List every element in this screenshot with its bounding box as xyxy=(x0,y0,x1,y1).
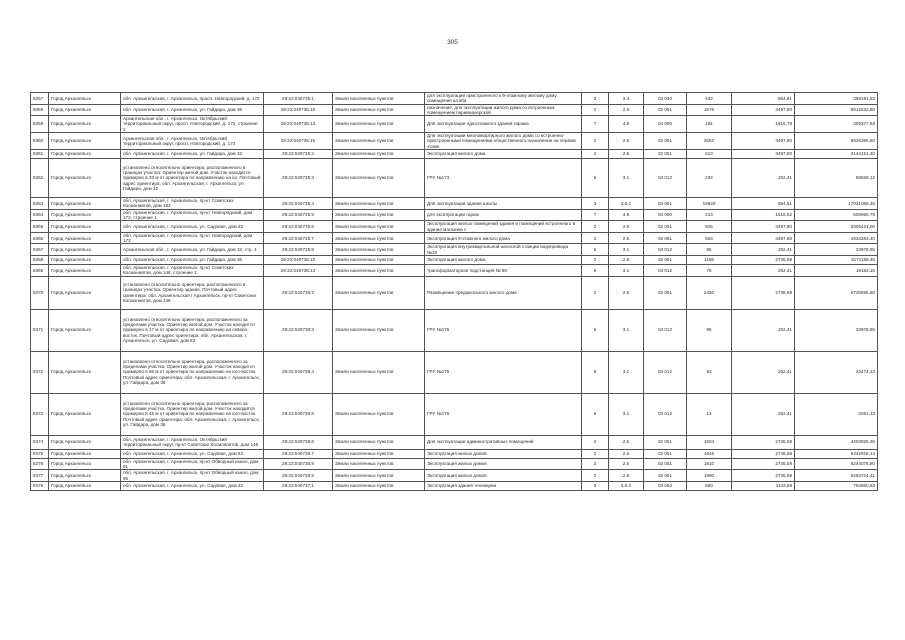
zone-cell: 2.5 xyxy=(609,256,644,265)
specific-value-cell: 3497,80 xyxy=(732,104,795,116)
cadastral-value-cell: 3305421,00 xyxy=(795,221,878,233)
row-number: 8364 xyxy=(31,209,49,221)
cadastral-value-cell: 505960,76 xyxy=(795,209,878,221)
specific-value-cell: 252,41 xyxy=(732,393,795,435)
municipality-cell: Город Архангельск xyxy=(49,150,121,159)
cadastral-number-cell: 29:22:040735:5 xyxy=(264,209,333,221)
specific-value-cell: 3497,80 xyxy=(732,232,795,244)
specific-value-cell: 2745,59 xyxy=(732,256,795,265)
group-cell: 2 xyxy=(582,458,609,470)
area-cell: 1990 xyxy=(687,470,732,482)
code-cell: 02 051 xyxy=(644,221,687,233)
municipality-cell: Город Архангельск xyxy=(49,221,121,233)
code-cell: 02 051 xyxy=(644,470,687,482)
code-cell: 02 051 xyxy=(644,458,687,470)
register-body xyxy=(31,93,878,491)
specific-value-cell: 2745,59 xyxy=(732,470,795,482)
cadastral-number-cell: 29:22:040735:1 xyxy=(264,93,333,105)
code-cell: 03 012 xyxy=(644,265,687,277)
land-category-cell: Земли населенных пунктов xyxy=(333,351,425,393)
row-number: 8372 xyxy=(31,351,49,393)
group-cell: 2 xyxy=(582,435,609,449)
cadastral-value-cell: 754960,80 xyxy=(795,481,878,490)
address-cell: обл. Архангельская, г. Архангельск, пр-кт Новгородский, дом 172 xyxy=(121,232,264,244)
row-number: 8375 xyxy=(31,449,49,458)
address-cell: обл. Архангельская, г. Архангельск, пр-кт Советских Космонавтов, дом 183 xyxy=(121,198,264,210)
area-cell: 613 xyxy=(687,150,732,159)
specific-value-cell: 854,61 xyxy=(732,93,795,105)
permitted-use-cell: ГРУ №173 xyxy=(425,159,582,198)
permitted-use-cell: для эксплуатации пристроенного к 9-этажному жилому дому помещения штаба xyxy=(425,93,582,105)
area-cell: 945 xyxy=(687,221,732,233)
code-cell: 03 052 xyxy=(644,481,687,490)
specific-value-cell: 2745,59 xyxy=(732,458,795,470)
group-cell: 3 xyxy=(582,481,609,490)
cadastral-value-cell: 58559,12 xyxy=(795,159,878,198)
cadastral-number-cell: 29:22:040735:6 xyxy=(264,221,333,233)
permitted-use-cell: Эксплуатация здания техникума xyxy=(425,481,582,490)
group-cell: 3 xyxy=(582,198,609,210)
cadastral-number-cell: 29:22:040736:2 xyxy=(264,276,333,309)
permitted-use-cell: Эксплуатация жилых помещений здания и помещений встроенного в здание магазина с xyxy=(425,221,582,233)
area-cell: 2450 xyxy=(687,276,732,309)
permitted-use-cell: Размещение предшкольного жилого дома xyxy=(425,276,582,309)
municipality-cell: Город Архангельск xyxy=(49,133,121,150)
code-cell: 03 040 xyxy=(644,93,687,105)
municipality-cell: Город Архангельск xyxy=(49,209,121,221)
address-cell: Архангельская обл., г. Архангельск, Октябрьский территориальный округ, просп. Новгородский, д. 172, строение 2 xyxy=(121,116,264,133)
specific-value-cell: 1616,52 xyxy=(732,209,795,221)
permitted-use-cell: Для эксплуатации многоквартирного жилого дома со встроенно-пристроенными помещениями общественного назначения на первом этаже xyxy=(425,133,582,150)
zone-cell: 4.9 xyxy=(609,116,644,133)
zone-cell: 2.5 xyxy=(609,435,644,449)
municipality-cell: Город Архангельск xyxy=(49,244,121,256)
land-category-cell: Земли населенных пунктов xyxy=(333,309,425,351)
cadastral-number-cell: 29:22:040736:9 xyxy=(264,470,333,482)
permitted-use-cell: ГРУ №176 xyxy=(425,393,582,435)
permitted-use-cell: Для эксплуатации одноэтажного здания-гаража xyxy=(425,116,582,133)
address-cell: обл. Архангельская, г. Архангельск, просп. Новгородский, д. 172 xyxy=(121,93,264,105)
specific-value-cell: 252,41 xyxy=(732,351,795,393)
group-cell: 2 xyxy=(582,256,609,265)
cadastral-register-table xyxy=(30,92,878,491)
row-number: 8361 xyxy=(31,150,49,159)
zone-cell: 2.5 xyxy=(609,104,644,116)
land-category-cell: Земли населенных пунктов xyxy=(333,133,425,150)
cadastral-number-cell: 29:22:040735:13 xyxy=(264,116,333,133)
group-cell: 6 xyxy=(582,393,609,435)
municipality-cell: Город Архангельск xyxy=(49,116,121,133)
cadastral-number-cell: 29:22:040735:15 xyxy=(264,133,333,150)
area-cell: 95 xyxy=(687,309,732,351)
specific-value-cell: 252,41 xyxy=(732,309,795,351)
land-category-cell: Земли населенных пунктов xyxy=(333,198,425,210)
cadastral-value-cell: 6726695,50 xyxy=(795,276,878,309)
municipality-cell: Город Архангельск xyxy=(49,393,121,435)
specific-value-cell: 252,41 xyxy=(732,265,795,277)
area-cell: 1910 xyxy=(687,458,732,470)
municipality-cell: Город Архангельск xyxy=(49,198,121,210)
address-cell: обл. Архангельская, г. Архангельск, пр-кт Обводный канал, дом 91 xyxy=(121,458,264,470)
code-cell: 02 051 xyxy=(644,150,687,159)
table-row xyxy=(31,116,878,133)
land-category-cell: Земли населенных пунктов xyxy=(333,276,425,309)
cadastral-value-cell: 5463724,41 xyxy=(795,470,878,482)
table-row xyxy=(31,133,878,150)
land-category-cell: Земли населенных пунктов xyxy=(333,116,425,133)
cadastral-number-cell: 29:22:040736:6 xyxy=(264,435,333,449)
row-number: 8360 xyxy=(31,133,49,150)
group-cell: 2 xyxy=(582,276,609,309)
address-cell: обл. Архангельская, г. Архангельск, пр-кт Обводный канал, дом 95 xyxy=(121,470,264,482)
permitted-use-cell: Эксплуатация 9-этажного жилого дома xyxy=(425,232,582,244)
row-number: 8357 xyxy=(31,93,49,105)
cadastral-number-cell: 29:22:040736:10 xyxy=(264,256,333,265)
table-row xyxy=(31,256,878,265)
municipality-cell: Город Архангельск xyxy=(49,309,121,351)
cadastral-number-cell: 29:22:040736:7 xyxy=(264,449,333,458)
address-cell: установлено относительно ориентира, расположенного за пределами участка. Ориентир жилой дом. Участок находится примерно в 45 м от ориентира по направлению на юго-восток. Почтовый адрес ориентира: обл. Архангельская, г. Архангельск, ул. Гайдара, дом 36 xyxy=(121,393,264,435)
specific-value-cell: 3497,80 xyxy=(732,133,795,150)
area-cell: 1946 xyxy=(687,449,732,458)
land-category-cell: Земли населенных пунктов xyxy=(333,209,425,221)
permitted-use-cell: трансформаторная подстанция № 98 xyxy=(425,265,582,277)
zone-cell: 3.1 xyxy=(609,351,644,393)
page-number: 305 xyxy=(447,39,458,46)
area-cell: 1576 xyxy=(687,104,732,116)
row-number: 8371 xyxy=(31,309,49,351)
row-number: 8368 xyxy=(31,256,49,265)
specific-value-cell: 1616,78 xyxy=(732,116,795,133)
permitted-use-cell: Для эксплуатации административных помещений xyxy=(425,435,582,449)
land-category-cell: Земли населенных пунктов xyxy=(333,435,425,449)
row-number: 8373 xyxy=(31,393,49,435)
row-number: 8367 xyxy=(31,244,49,256)
table-row xyxy=(31,93,878,105)
address-cell: обл. Архангельская, г. Архангельск, Октябрьский территориальный округ, пр-кт Советских Космонавтов, дом 146 xyxy=(121,435,264,449)
cadastral-value-cell: 4403926,36 xyxy=(795,435,878,449)
table-row xyxy=(31,159,878,198)
permitted-use-cell: Эксплуатация жилых домов xyxy=(425,458,582,470)
area-cell: 1155 xyxy=(687,256,732,265)
permitted-use-cell: Эксплуатация внутриквартальной насосной станции водопровода №10 xyxy=(425,244,582,256)
area-cell: 76 xyxy=(687,265,732,277)
address-cell: Архангельская обл., г. Архангельск, Октябрьский территориальный округ, просп. Новгородский, д. 174 xyxy=(121,133,264,150)
area-cell: 19929 xyxy=(687,198,732,210)
municipality-cell: Город Архангельск xyxy=(49,435,121,449)
area-cell: 1604 xyxy=(687,435,732,449)
group-cell: 6 xyxy=(582,265,609,277)
table-row xyxy=(31,198,878,210)
cadastral-value-cell: 309377,68 xyxy=(795,116,878,133)
address-cell: обл. Архангельская, г. Архангельск, ул. Гайдара, дом 32 xyxy=(121,150,264,159)
cadastral-value-cell: 5244076,90 xyxy=(795,458,878,470)
group-cell: 2 xyxy=(582,150,609,159)
municipality-cell: Город Архангельск xyxy=(49,351,121,393)
area-cell: 95 xyxy=(687,244,732,256)
area-cell: 553 xyxy=(687,232,732,244)
code-cell: 03 012 xyxy=(644,159,687,198)
cadastral-number-cell: 29:22:040735:8 xyxy=(264,244,333,256)
zone-cell: 2.5 xyxy=(609,150,644,159)
zone-cell: 2.5 xyxy=(609,232,644,244)
permitted-use-cell: Эксплуатация жилого дома xyxy=(425,256,582,265)
permitted-use-cell: Эксплуатация жилого дома xyxy=(425,150,582,159)
row-number: 8366 xyxy=(31,232,49,244)
table-row xyxy=(31,481,878,490)
table-row xyxy=(31,232,878,244)
address-cell: Архангельская обл., г. Архангельск, ул. Гайдара, дом 32, стр. 1 xyxy=(121,244,264,256)
land-category-cell: Земли населенных пунктов xyxy=(333,265,425,277)
zone-cell: 2.5 xyxy=(609,470,644,482)
address-cell: обл. Архангельская, г. Архангельск, ул. Садовая, дом 63 xyxy=(121,449,264,458)
cadastral-number-cell: 29:22:040735:2 xyxy=(264,150,333,159)
zone-cell: 2.5 xyxy=(609,133,644,150)
cadastral-number-cell: 29:22:040735:7 xyxy=(264,232,333,244)
row-number: 8359 xyxy=(31,116,49,133)
group-cell: 6 xyxy=(582,159,609,198)
group-cell: 2 xyxy=(582,449,609,458)
land-category-cell: Земли населенных пунктов xyxy=(333,150,425,159)
table-row xyxy=(31,309,878,351)
group-cell: 2 xyxy=(582,470,609,482)
code-cell: 03 012 xyxy=(644,393,687,435)
zone-cell: 3.1 xyxy=(609,244,644,256)
code-cell: 02 051 xyxy=(644,232,687,244)
area-cell: 660 xyxy=(687,481,732,490)
address-cell: обл. Архангельская, г. Архангельск, ул. Садовая, дом 42 xyxy=(121,481,264,490)
land-category-cell: Земли населенных пунктов xyxy=(333,458,425,470)
address-cell: установлено относительно ориентира, расположенного за пределами участка. Ориентир жилой дом. Участок находится примерно в 55 м от ориентира по направлению на юго-восток. Почтовый адрес ориентира: обл. Архангельская, г. Архангельск, ул. Гайдара, дом 36 xyxy=(121,351,264,393)
zone-cell: 3.1 xyxy=(609,393,644,435)
table-row xyxy=(31,276,878,309)
cadastral-value-cell: 17031068,36 xyxy=(795,198,878,210)
address-cell: обл. Архангельская, г. Архангельск, пр-кт Новгородский, дом 172, строение 1 xyxy=(121,209,264,221)
permitted-use-cell: назначение: для эксплуатации жилого дома со встроенным помещением парикмахерской xyxy=(425,104,582,116)
municipality-cell: Город Архангельск xyxy=(49,93,121,105)
cadastral-number-cell: 29:22:040736:3 xyxy=(264,309,333,351)
table-row xyxy=(31,449,878,458)
zone-cell: 2.5 xyxy=(609,276,644,309)
cadastral-value-cell: 1934283,40 xyxy=(795,232,878,244)
code-cell: 03 051 xyxy=(644,198,687,210)
row-number: 8377 xyxy=(31,470,49,482)
table-row xyxy=(31,221,878,233)
zone-cell: 2.5 xyxy=(609,221,644,233)
table-row xyxy=(31,244,878,256)
permitted-use-cell: Эксплуатация жилых домов xyxy=(425,470,582,482)
code-cell: 02 051 xyxy=(644,133,687,150)
permitted-use-cell: ГРУ №176 xyxy=(425,351,582,393)
cadastral-number-cell: 29:22:040735:3 xyxy=(264,159,333,198)
municipality-cell: Город Архангельск xyxy=(49,104,121,116)
table-row xyxy=(31,265,878,277)
municipality-cell: Город Архангельск xyxy=(49,265,121,277)
land-category-cell: Земли населенных пунктов xyxy=(333,481,425,490)
area-cell: 313 xyxy=(687,209,732,221)
row-number: 8378 xyxy=(31,481,49,490)
cadastral-number-cell: 29:22:040735:4 xyxy=(264,198,333,210)
table-row xyxy=(31,458,878,470)
row-number: 8374 xyxy=(31,435,49,449)
land-category-cell: Земли населенных пунктов xyxy=(333,449,425,458)
row-number: 8365 xyxy=(31,221,49,233)
land-category-cell: Земли населенных пунктов xyxy=(333,232,425,244)
land-category-cell: Земли населенных пунктов xyxy=(333,256,425,265)
cadastral-value-cell: 3171156,45 xyxy=(795,256,878,265)
row-number: 8362 xyxy=(31,159,49,198)
area-cell: 191 xyxy=(687,116,732,133)
table-row xyxy=(31,209,878,221)
row-number: 8363 xyxy=(31,198,49,210)
land-category-cell: Земли населенных пунктов xyxy=(333,221,425,233)
area-cell: 432 xyxy=(687,93,732,105)
specific-value-cell: 252,41 xyxy=(732,244,795,256)
cadastral-number-cell: 29:22:040735:10 xyxy=(264,104,333,116)
cadastral-value-cell: 23978,95 xyxy=(795,309,878,351)
row-number: 8369 xyxy=(31,265,49,277)
address-cell: обл. Архангельская, г. Архангельск, ул. Гайдара, дом 36 xyxy=(121,256,264,265)
zone-cell: 3.5.2 xyxy=(609,481,644,490)
land-category-cell: Земли населенных пунктов xyxy=(333,393,425,435)
table-row xyxy=(31,435,878,449)
permitted-use-cell: Для эксплуатации здания школы xyxy=(425,198,582,210)
specific-value-cell: 3497,80 xyxy=(732,150,795,159)
land-category-cell: Земли населенных пунктов xyxy=(333,159,425,198)
group-cell: 2 xyxy=(582,221,609,233)
group-cell: 7 xyxy=(582,209,609,221)
code-cell: 04 090 xyxy=(644,116,687,133)
municipality-cell: Город Архангельск xyxy=(49,256,121,265)
group-cell: 2 xyxy=(582,133,609,150)
code-cell: 03 012 xyxy=(644,309,687,351)
zone-cell: 2.5 xyxy=(609,449,644,458)
code-cell: 02 051 xyxy=(644,276,687,309)
specific-value-cell: 252,41 xyxy=(732,159,795,198)
address-cell: обл. Архангельская, г. Архангельск, ул. Гайдара, дом 36 xyxy=(121,104,264,116)
municipality-cell: Город Архангельск xyxy=(49,276,121,309)
row-number: 8370 xyxy=(31,276,49,309)
zone-cell: 3.1 xyxy=(609,309,644,351)
code-cell: 02 051 xyxy=(644,256,687,265)
land-category-cell: Земли населенных пунктов xyxy=(333,93,425,105)
code-cell: 04 090 xyxy=(644,209,687,221)
land-category-cell: Земли населенных пунктов xyxy=(333,244,425,256)
code-cell: 03 012 xyxy=(644,244,687,256)
group-cell: 2 xyxy=(582,232,609,244)
area-cell: 232 xyxy=(687,159,732,198)
cadastral-number-cell: 29:22:040736:13 xyxy=(264,265,333,277)
zone-cell: 2.5 xyxy=(609,458,644,470)
permitted-use-cell: ГРУ №175 xyxy=(425,309,582,351)
code-cell: 02 051 xyxy=(644,449,687,458)
group-cell: 7 xyxy=(582,116,609,133)
municipality-cell: Город Архангельск xyxy=(49,481,121,490)
group-cell: 6 xyxy=(582,244,609,256)
address-cell: установлено относительно ориентира, расположенного в границах участка. Ориентир жилой дом. Участок находится примерно в 33 м от ориентира по направлению на юг. Почтовый адрес ориентира: обл. Архангельская, г. Архангельск, ул. Гайдара, дом 32 xyxy=(121,159,264,198)
land-category-cell: Земли населенных пунктов xyxy=(333,470,425,482)
cadastral-number-cell: 29:22:040736:4 xyxy=(264,351,333,393)
municipality-cell: Город Архангельск xyxy=(49,232,121,244)
code-cell: 02 051 xyxy=(644,435,687,449)
row-number: 8376 xyxy=(31,458,49,470)
table-row xyxy=(31,351,878,393)
zone-cell: 4.9 xyxy=(609,209,644,221)
municipality-cell: Город Архангельск xyxy=(49,449,121,458)
zone-cell: 3.1 xyxy=(609,265,644,277)
address-cell: обл. Архангельская, г. Архангельск, пр-кт Советских Космонавтов, дом 148, строение 1 xyxy=(121,265,264,277)
zone-cell: 3.1 xyxy=(609,159,644,198)
specific-value-cell: 2745,59 xyxy=(732,449,795,458)
code-cell: 02 051 xyxy=(644,104,687,116)
permitted-use-cell: Эксплуатация жилых домов xyxy=(425,449,582,458)
address-cell: обл. Архангельская, г. Архангельск, ул. Садовая, дом 43 xyxy=(121,221,264,233)
group-cell: 6 xyxy=(582,309,609,351)
address-cell: установлено относительно ориентира, расположенного в границах участка. Ориентир здание. Почтовый адрес ориентира: обл. Архангельская / Архангельск, пр-кт Советских Космонавтов, дом 148 xyxy=(121,276,264,309)
municipality-cell: Город Архангельск xyxy=(49,458,121,470)
cadastral-value-cell: 23474,13 xyxy=(795,351,878,393)
group-cell: 3 xyxy=(582,93,609,105)
table-row xyxy=(31,150,878,159)
cadastral-value-cell: 19183,16 xyxy=(795,265,878,277)
area-cell: 2552 xyxy=(687,133,732,150)
area-cell: 13 xyxy=(687,393,732,435)
zone-cell: 3.5.1 xyxy=(609,198,644,210)
cadastral-value-cell: 3281,33 xyxy=(795,393,878,435)
specific-value-cell: 1143,88 xyxy=(732,481,795,490)
cadastral-number-cell: 29:22:040736:5 xyxy=(264,393,333,435)
cadastral-value-cell: 5512532,80 xyxy=(795,104,878,116)
cadastral-value-cell: 5342918,14 xyxy=(795,449,878,458)
group-cell: 2 xyxy=(582,104,609,116)
row-number: 8358 xyxy=(31,104,49,116)
cadastral-value-cell: 23978,95 xyxy=(795,244,878,256)
table-row xyxy=(31,470,878,482)
table-row xyxy=(31,393,878,435)
permitted-use-cell: для эксплуатации гараж xyxy=(425,209,582,221)
area-cell: 93 xyxy=(687,351,732,393)
municipality-cell: Город Архангельск xyxy=(49,159,121,198)
cadastral-value-cell: 2144151,40 xyxy=(795,150,878,159)
specific-value-cell: 854,61 xyxy=(732,198,795,210)
address-cell: установлено относительно ориентира, расположенного за пределами участка. Ориентир жилой дом. Участок находится примерно в 17 м от ориентира по направлению на северо-восток. Почтовый адрес ориентира: обл. Архангельская, г. Архангельск, ул. Садовая, дом 63 xyxy=(121,309,264,351)
table-row xyxy=(31,104,878,116)
specific-value-cell: 2745,59 xyxy=(732,276,795,309)
cadastral-number-cell: 29:22:040736:8 xyxy=(264,458,333,470)
cadastral-value-cell: 8926385,60 xyxy=(795,133,878,150)
group-cell: 6 xyxy=(582,351,609,393)
zone-cell: 3.4 xyxy=(609,93,644,105)
municipality-cell: Город Архангельск xyxy=(49,470,121,482)
land-category-cell: Земли населенных пунктов xyxy=(333,104,425,116)
cadastral-number-cell: 29:22:040737:1 xyxy=(264,481,333,490)
specific-value-cell: 2745,59 xyxy=(732,435,795,449)
code-cell: 03 012 xyxy=(644,351,687,393)
cadastral-value-cell: 369191,52 xyxy=(795,93,878,105)
specific-value-cell: 3497,80 xyxy=(732,221,795,233)
